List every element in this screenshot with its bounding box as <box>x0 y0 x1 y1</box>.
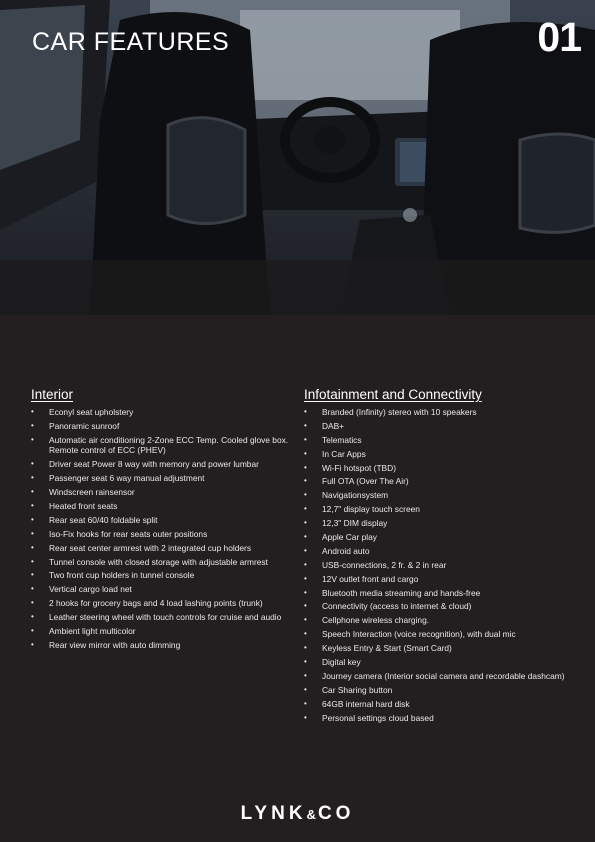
feature-list-item: • Connectivity (access to internet & cloud) <box>304 601 586 612</box>
feature-list-item: • Car Sharing button <box>304 685 586 696</box>
feature-list-item: • Keyless Entry & Start (Smart Card) <box>304 643 586 654</box>
feature-list-item: • USB-connections, 2 fr. & 2 in rear <box>304 560 586 571</box>
feature-list-item: • Driver seat Power 8 way with memory and power lumbar <box>31 459 301 470</box>
feature-list-item: • Rear view mirror with auto dimming <box>31 640 301 651</box>
feature-list-item: • Full OTA (Over The Air) <box>304 476 586 487</box>
feature-list-item: • Apple Car play <box>304 532 586 543</box>
lynk-co-logo <box>0 803 595 825</box>
feature-list-item: • Panoramic sunroof <box>31 421 301 432</box>
feature-list-item: • In Car Apps <box>304 449 586 460</box>
feature-list-item: • Telematics <box>304 435 586 446</box>
feature-list-item: • Windscreen rainsensor <box>31 487 301 498</box>
feature-list-item: • Passenger seat 6 way manual adjustment <box>31 473 301 484</box>
page-title: CAR FEATURES <box>32 28 230 56</box>
logo-text-left: LYNK <box>240 803 307 824</box>
interior-heading: Interior <box>31 387 74 402</box>
feature-list-item: • Econyl seat upholstery <box>31 407 301 418</box>
feature-list-item: • Journey camera (Interior social camera and recordable dashcam) <box>304 671 586 682</box>
feature-list-item: • Speech Interaction (voice recognition), with dual mic <box>304 629 586 640</box>
feature-list-item: • Rear seat center armrest with 2 integrated cup holders <box>31 543 301 554</box>
feature-list-item: • Ambient light multicolor <box>31 626 301 637</box>
logo-text-right: CO <box>317 803 355 824</box>
feature-list-item: • Rear seat 60/40 foldable split <box>31 515 301 526</box>
feature-list-item: • 12,3" DIM display <box>304 518 586 529</box>
interior-feature-list <box>31 407 301 650</box>
feature-list-item: • Bluetooth media streaming and hands-free <box>304 588 586 599</box>
feature-list-item: • 2 hooks for grocery bags and 4 load lashing points (trunk) <box>31 598 301 609</box>
feature-list-item: • Digital key <box>304 657 586 668</box>
feature-list-item: • 12V outlet front and cargo <box>304 574 586 585</box>
page-number: 01 <box>537 14 581 60</box>
feature-list-item: • Branded (Infinity) stereo with 10 speakers <box>304 407 586 418</box>
hero-car-interior-image <box>0 0 595 315</box>
logo-ampersand: & <box>306 807 318 822</box>
feature-list-item: • 12,7" display touch screen <box>304 504 586 515</box>
interior-section <box>31 387 301 654</box>
feature-list-item: • 64GB internal hard disk <box>304 699 586 710</box>
feature-list-item: • Automatic air conditioning 2-Zone ECC Temp. Cooled glove box. Remote control of ECC (PHEV) <box>31 435 301 456</box>
infotainment-heading: Infotainment and Connectivity <box>304 387 482 402</box>
feature-list-item: • Wi-Fi hotspot (TBD) <box>304 463 586 474</box>
feature-list-item: • Cellphone wireless charging. <box>304 615 586 626</box>
feature-list-item: • Heated front seats <box>31 501 301 512</box>
feature-list-item: • Personal settings cloud based <box>304 713 586 724</box>
feature-list-item: • Leather steering wheel with touch controls for cruise and audio <box>31 612 301 623</box>
feature-list-item: • Two front cup holders in tunnel console <box>31 570 301 581</box>
feature-list-item: • DAB+ <box>304 421 586 432</box>
feature-list-item: • Vertical cargo load net <box>31 584 301 595</box>
infotainment-section <box>304 387 586 726</box>
feature-list-item: • Tunnel console with closed storage with adjustable armrest <box>31 557 301 568</box>
feature-list-item: • Navigationsystem <box>304 490 586 501</box>
feature-list-item: • Iso-Fix hooks for rear seats outer positions <box>31 529 301 540</box>
feature-list-item: • Android auto <box>304 546 586 557</box>
infotainment-feature-list <box>304 407 586 723</box>
